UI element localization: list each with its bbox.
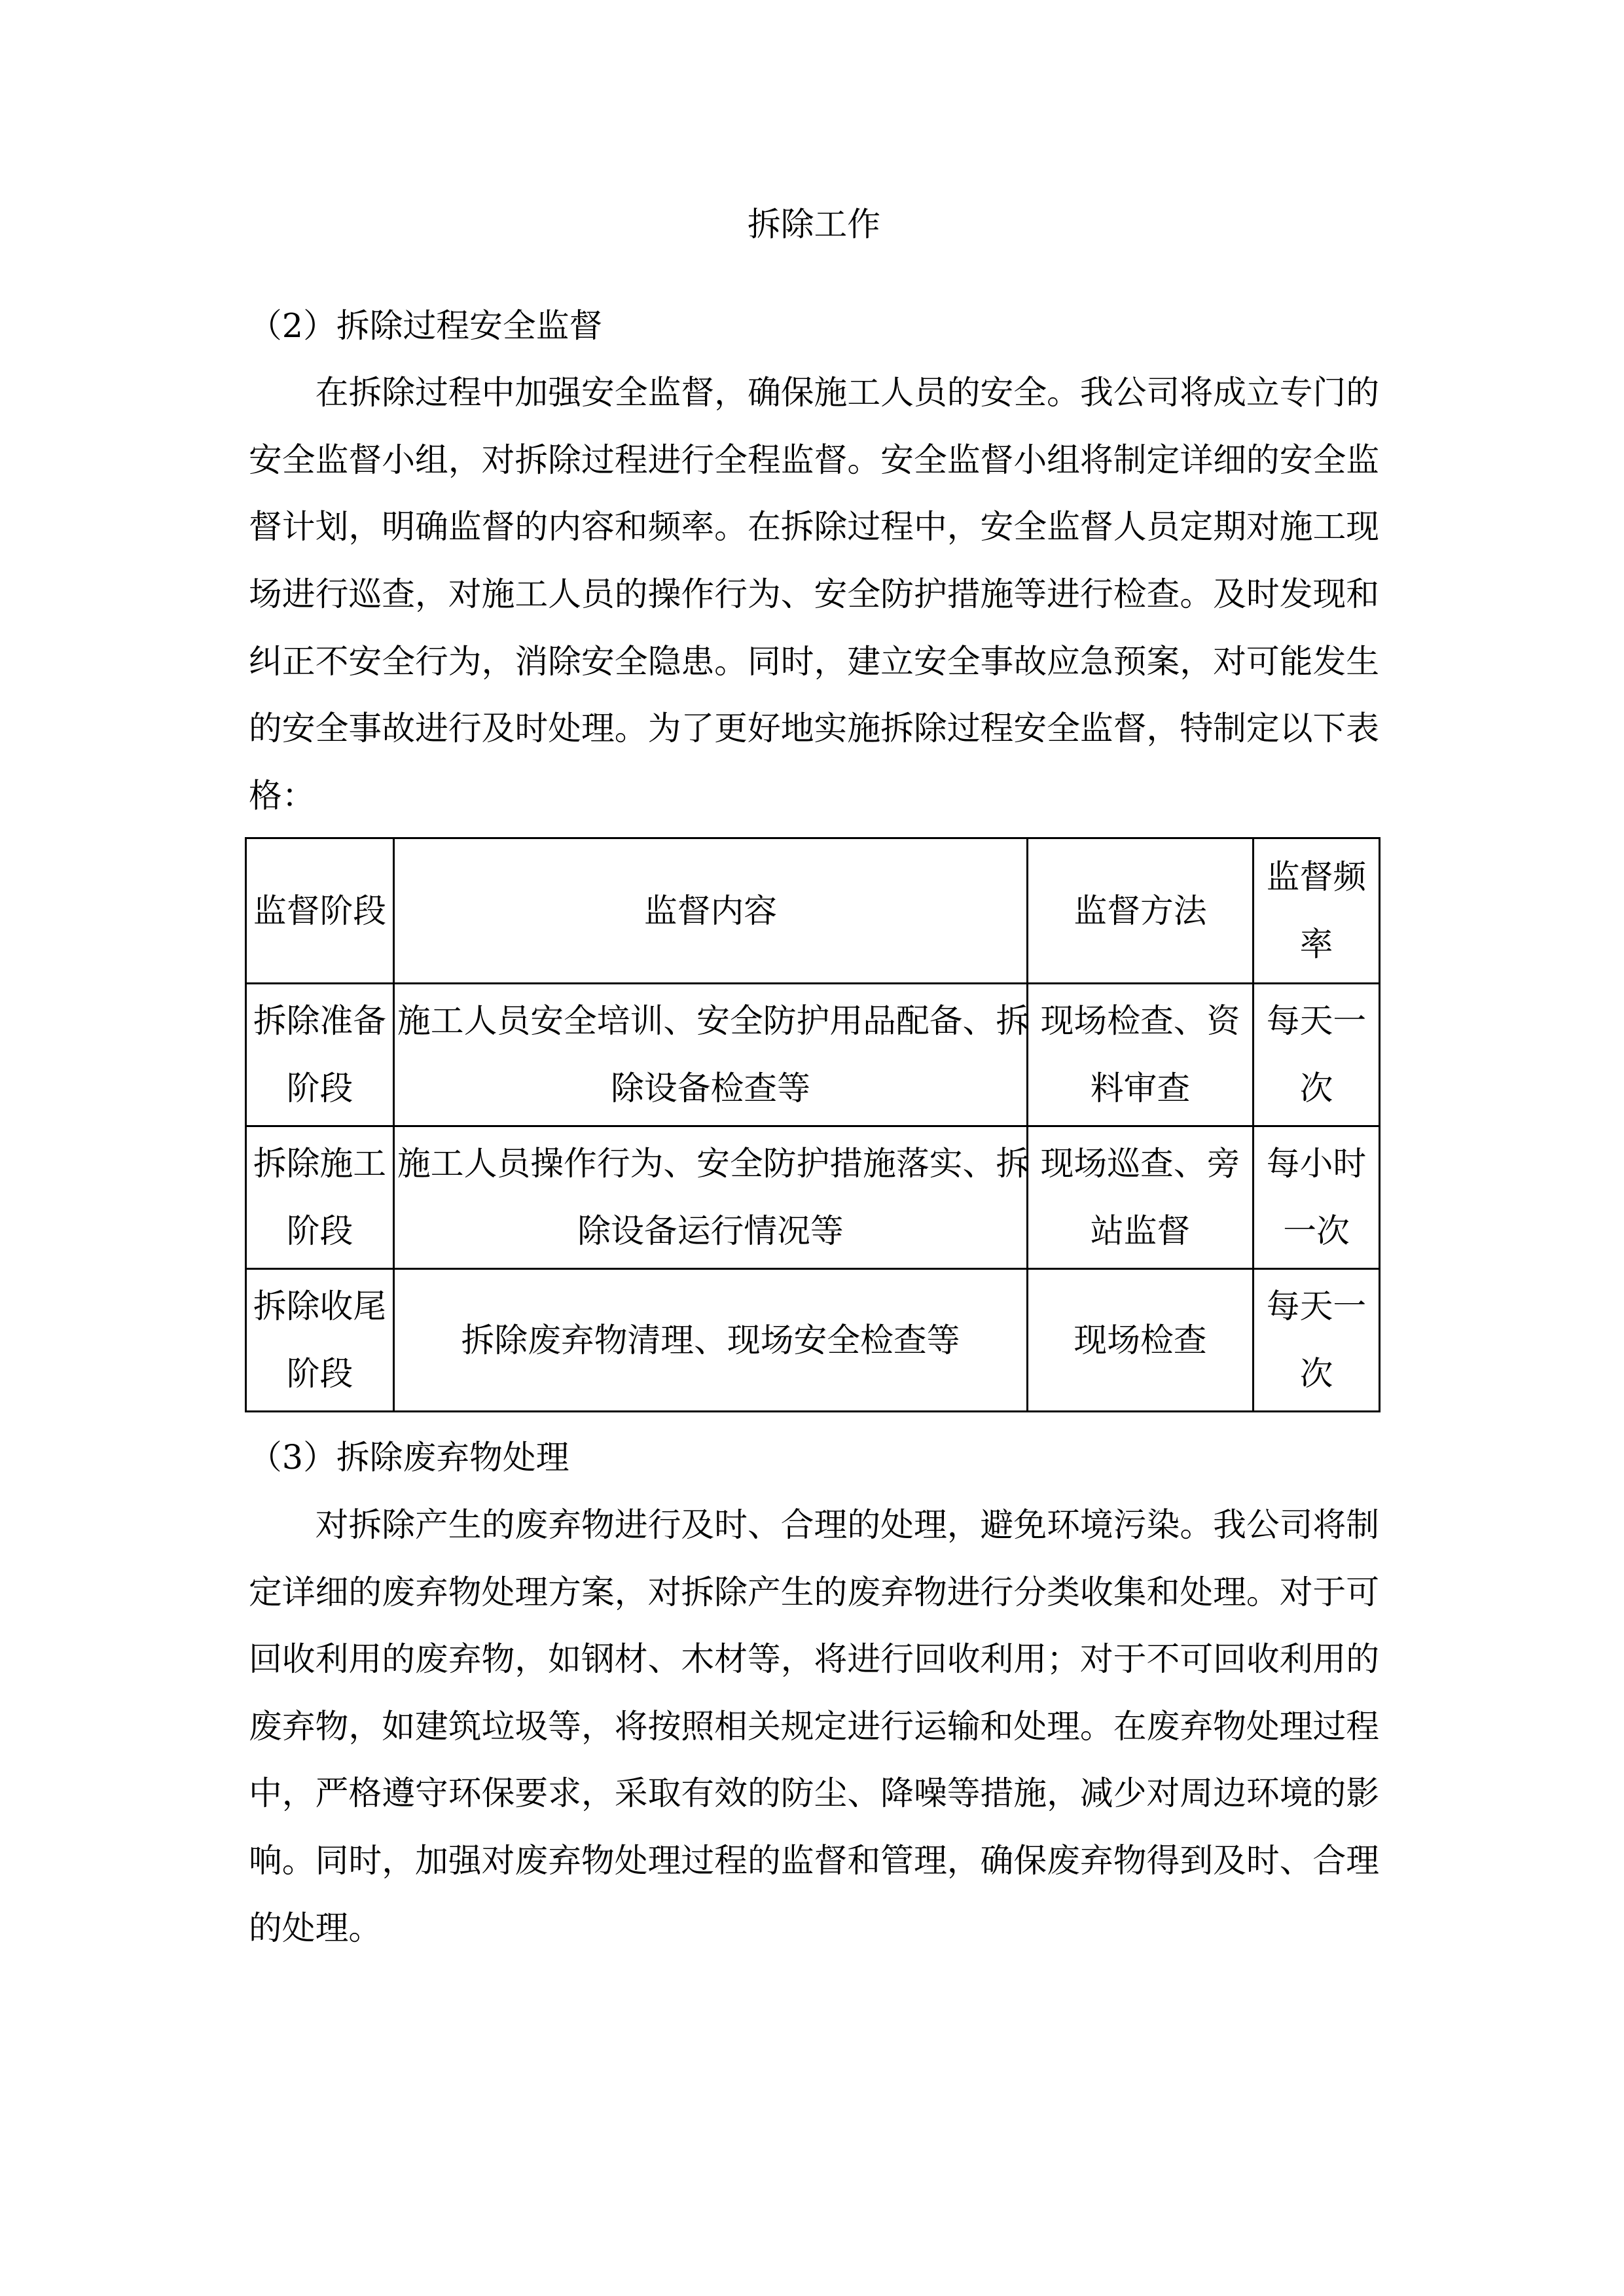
paragraph-line: 对拆除产生的废弃物进行及时、合理的处理，避免环境污染。我公司将制 [315,1505,1380,1544]
cell-method [1028,1269,1254,1412]
paragraph-line: 响。同时，加强对废弃物处理过程的监督和管理，确保废弃物得到及时、合理 [249,1840,1380,1880]
cell-text: 现场检查、资 [1040,1001,1240,1041]
cell-content [394,1269,1028,1412]
paragraph-line: 的处理。 [249,1908,382,1947]
header-text: 监督阶段 [253,891,387,930]
paragraph-line: 纠正不安全行为，消除安全隐患。同时，建立安全事故应急预案，对可能发生 [249,641,1380,681]
cell-text: 拆除准备 [253,1001,387,1041]
table-row [246,1126,1380,1269]
cell-stage [246,1126,394,1269]
cell-text: 次 [1299,1354,1333,1393]
paragraph-line: 的安全事故进行及时处理。为了更好地实施拆除过程安全监督，特制定以下表 [249,709,1380,748]
cell-text: 施工人员操作行为、安全防护措施落实、拆 [397,1144,1030,1183]
cell-frequency [1254,984,1380,1126]
document-content [249,191,1379,1962]
cell-text: 每小时 [1266,1144,1367,1183]
supervision-table [245,837,1380,1412]
paragraph-line: 废弃物，如建筑垃圾等，将按照相关规定进行运输和处理。在废弃物处理过程 [249,1706,1380,1746]
cell-content [394,984,1028,1126]
paragraph-line: 安全监督小组，对拆除过程进行全程监督。安全监督小组将制定详细的安全监 [249,440,1380,479]
table-header-row [246,838,1380,984]
cell-stage [246,1269,394,1412]
spacer [249,1412,1379,1424]
cell-text: 除设备运行情况等 [577,1211,844,1250]
cell-text: 除设备检查等 [611,1068,810,1107]
paragraph-line: 中，严格遵守环保要求，采取有效的防尘、降噪等措施，减少对周边环境的影 [249,1774,1380,1813]
section-2-heading: （2）拆除过程安全监督 [249,306,603,345]
cell-text: 每天一 [1266,1287,1367,1326]
table-row [246,1269,1380,1412]
header-content [394,838,1028,984]
paragraph-line: 回收利用的废弃物，如钢材、木材等，将进行回收利用；对于不可回收利用的 [249,1640,1380,1679]
paragraph-line: 格： [249,776,316,815]
cell-method [1028,984,1254,1126]
header-text: 监督内容 [643,891,778,930]
page-title: 拆除工作 [747,205,881,243]
cell-frequency [1254,1126,1380,1269]
cell-text: 阶段 [286,1211,353,1250]
spacer [249,259,1379,293]
paragraph-line: 定详细的废弃物处理方案，对拆除产生的废弃物进行分类收集和处理。对于可 [249,1572,1380,1611]
cell-text: 阶段 [286,1354,353,1393]
cell-text: 每天一 [1266,1001,1367,1041]
header-method [1028,838,1254,984]
cell-text: 拆除收尾 [253,1287,387,1326]
header-stage [246,838,394,984]
header-text: 监督方法 [1074,891,1207,930]
cell-text: 料审查 [1090,1068,1191,1107]
cell-text: 一次 [1283,1211,1350,1250]
header-text: 率 [1299,924,1333,963]
cell-text: 阶段 [286,1068,353,1107]
cell-text: 现场检查 [1074,1320,1207,1359]
table-row [246,984,1380,1126]
paragraph-line: 督计划，明确监督的内容和频率。在拆除过程中，安全监督人员定期对施工现 [249,507,1380,547]
cell-frequency [1254,1269,1380,1412]
section-3-paragraph [249,1492,1379,1962]
cell-content [394,1126,1028,1269]
paragraph-line: 场进行巡查，对施工人员的操作行为、安全防护措施等进行检查。及时发现和 [249,574,1380,613]
header-text: 监督频 [1266,857,1367,897]
cell-text: 现场巡查、旁 [1040,1144,1240,1183]
cell-text: 拆除施工 [253,1144,387,1183]
cell-text: 站监督 [1090,1211,1191,1250]
paragraph-line: 在拆除过程中加强安全监督，确保施工人员的安全。我公司将成立专门的 [315,373,1380,412]
cell-text: 次 [1299,1068,1333,1107]
cell-text: 拆除废弃物清理、现场安全检查等 [461,1320,960,1359]
section-2-paragraph [249,359,1379,829]
cell-text: 施工人员安全培训、安全防护用品配备、拆 [397,1001,1030,1041]
cell-method [1028,1126,1254,1269]
section-3-heading: （3）拆除废弃物处理 [249,1438,569,1477]
cell-stage [246,984,394,1126]
header-frequency [1254,838,1380,984]
